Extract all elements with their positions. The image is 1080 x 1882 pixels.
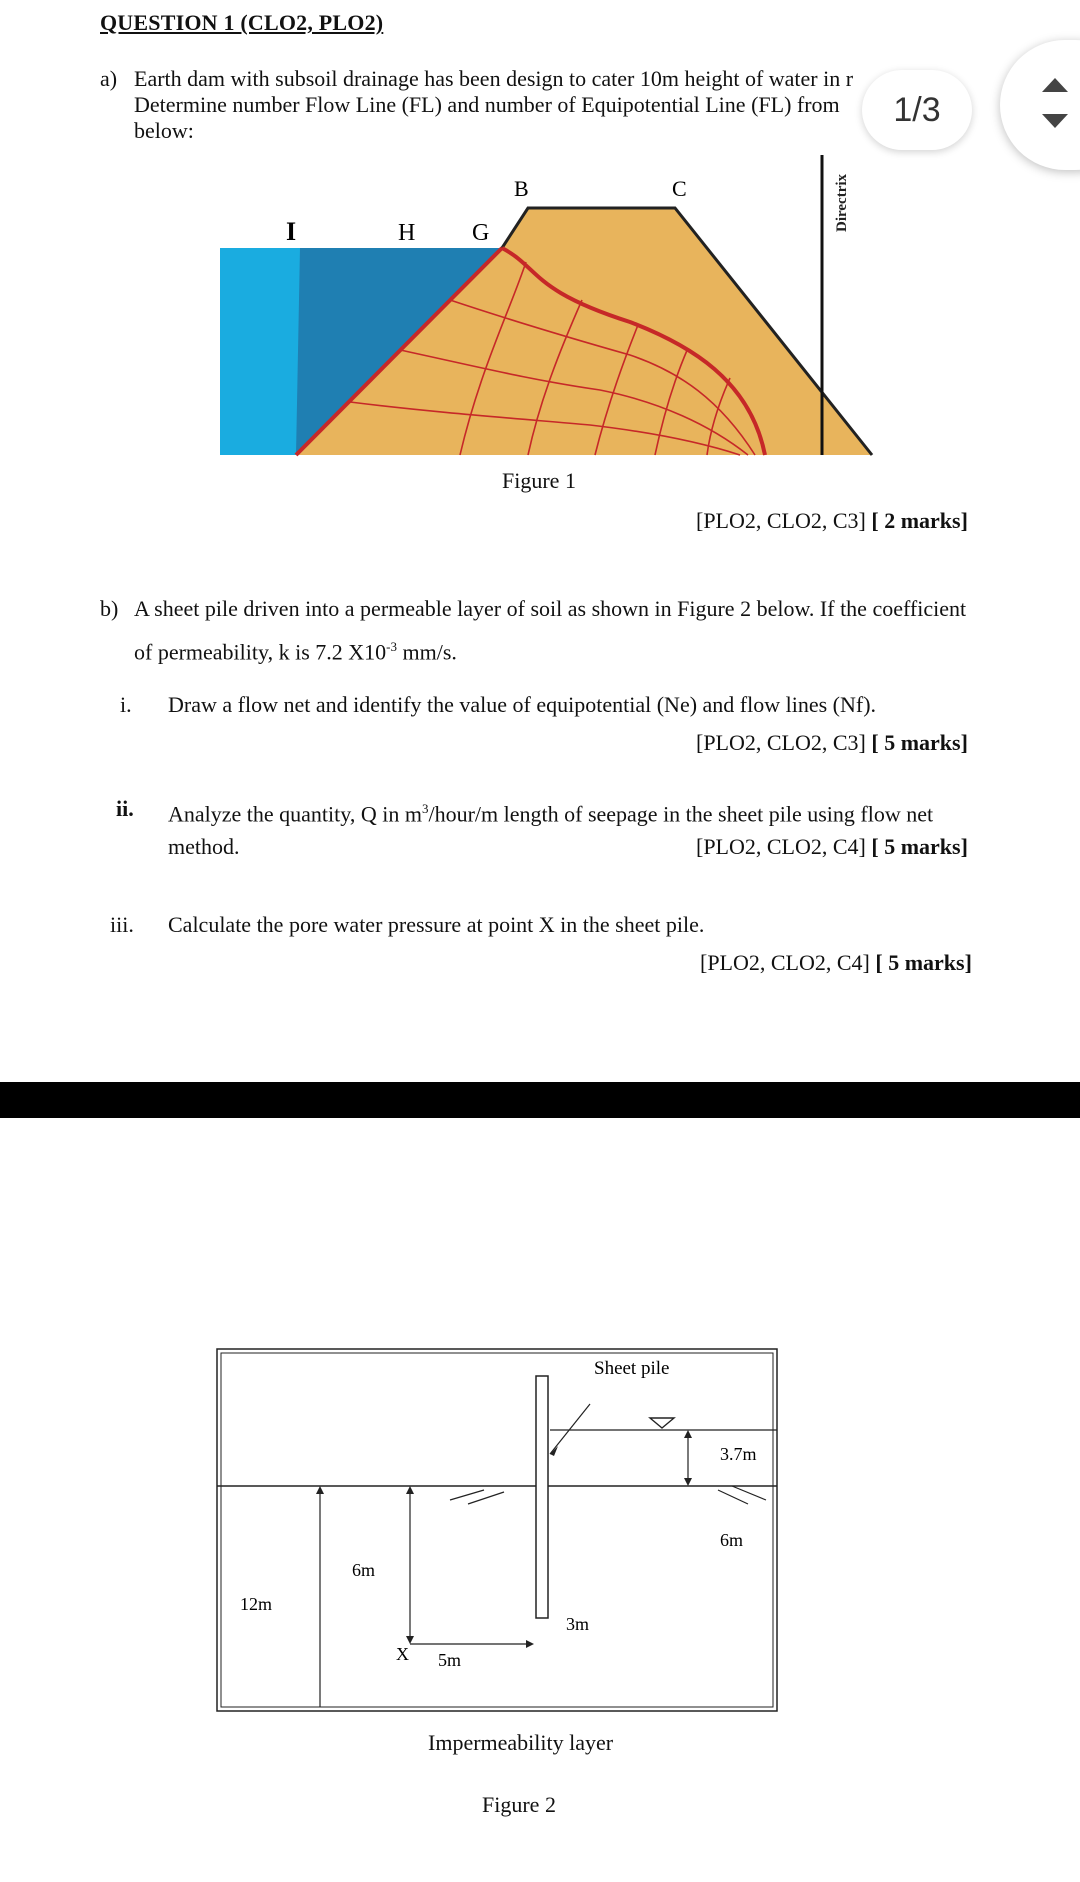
item-ii-exponent: 3 — [421, 801, 429, 816]
dim-6-right-label: 6m — [720, 1530, 744, 1550]
part-a-marks-value: [ 2 marks] — [871, 508, 968, 533]
item-iii-marks — [700, 950, 972, 976]
item-iii-text: Calculate the pore water pressure at point X in the sheet pile. — [168, 912, 705, 937]
item-i-marks-ref: [PLO2, CLO2, C3] — [696, 730, 866, 755]
item-iii-numeral: iii. — [110, 912, 134, 937]
soil-hatch-right — [732, 1486, 766, 1500]
part-a-line1: Earth dam with subsoil drainage has been design to cater 10m height of water in r — [134, 66, 854, 91]
reservoir-water-light — [220, 248, 310, 455]
sheet-pile-leader-arrow — [550, 1446, 558, 1456]
item-ii-text-post: /hour/m length of seepage in the sheet pile using flow net — [428, 801, 934, 827]
page-up-icon[interactable] — [1042, 78, 1068, 92]
dim-5-label: 5m — [438, 1650, 462, 1670]
part-a-marks-ref: [PLO2, CLO2, C3] — [696, 508, 866, 533]
point-i-label: I — [286, 217, 297, 246]
dim-3-label: 3m — [566, 1614, 590, 1634]
dim-6-left-label: 6m — [352, 1560, 376, 1580]
item-ii-marks-ref: [PLO2, CLO2, C4] — [696, 834, 866, 859]
item-ii-marks — [696, 834, 968, 860]
dim-3-7-label: 3.7m — [720, 1444, 757, 1464]
point-x-label: X — [396, 1644, 409, 1664]
figure-2-sheet-pile — [214, 1346, 784, 1716]
dim-3-7-arrow-bottom — [684, 1478, 692, 1486]
soil-hatch-right — [718, 1490, 748, 1504]
sheet-pile-leader — [550, 1404, 590, 1454]
item-ii-text — [168, 796, 933, 827]
page-down-icon[interactable] — [1042, 114, 1068, 128]
point-g-label: G — [472, 220, 490, 246]
part-b-line1: A sheet pile driven into a permeable layer of soil as shown in Figure 2 below. If the coefficient — [134, 596, 967, 621]
sheet-pile-label: Sheet pile — [594, 1358, 670, 1379]
item-iii-marks-ref: [PLO2, CLO2, C4] — [700, 950, 870, 975]
part-a-line3: below: — [134, 118, 194, 143]
part-a-line2: Determine number Flow Line (FL) and number of Equipotential Line (FL) from — [134, 92, 840, 117]
page-separator-band — [0, 1082, 1080, 1118]
impermeable-layer-label: Impermeability layer — [428, 1730, 614, 1755]
point-b-label: B — [514, 176, 529, 201]
part-b-label: b) — [100, 596, 119, 621]
item-i-marks-value: [ 5 marks] — [871, 730, 968, 755]
part-b-line2-text: of permeability, k is 7.2 X10 — [134, 639, 387, 665]
figure-1-earth-dam — [210, 150, 890, 460]
item-ii-marks-value: [ 5 marks] — [871, 834, 968, 859]
item-ii-text-pre: Analyze the quantity, Q in m — [168, 801, 422, 827]
water-level-icon — [650, 1418, 674, 1428]
sheet-pile — [536, 1376, 548, 1618]
part-a-marks — [696, 508, 968, 534]
question-title: QUESTION 1 (CLO2, PLO2) — [100, 10, 384, 35]
item-ii-text-line2: method. — [168, 834, 240, 859]
figure-2-caption: Figure 2 — [482, 1792, 556, 1817]
part-b-line2-exponent: -3 — [386, 639, 397, 654]
dim-6-left-arrow-bottom — [406, 1636, 414, 1644]
page-indicator-text: 1/3 — [893, 90, 941, 129]
part-b-line2-unit: mm/s. — [396, 639, 457, 665]
point-c-label: C — [672, 176, 687, 201]
dim-6-left-arrow-top — [406, 1486, 414, 1494]
figure-2-frame-inner — [221, 1353, 773, 1707]
item-i-numeral: i. — [120, 692, 132, 717]
dim-12-arrow-top — [316, 1486, 324, 1494]
soil-hatch-left — [468, 1492, 504, 1504]
part-b-line2 — [134, 634, 457, 665]
figure-1-caption: Figure 1 — [502, 468, 576, 493]
point-h-label: H — [398, 220, 416, 246]
soil-hatch-left — [450, 1490, 484, 1500]
figure-2-frame-outer — [217, 1349, 777, 1711]
dim-3-7-arrow-top — [684, 1430, 692, 1438]
directrix-label: Directrix — [834, 173, 850, 232]
item-i-text: Draw a flow net and identify the value of equipotential (Ne) and flow lines (Nf). — [168, 692, 877, 717]
dim-12-label: 12m — [240, 1594, 273, 1614]
item-iii-marks-value: [ 5 marks] — [875, 950, 972, 975]
dim-5-arrow — [526, 1640, 534, 1648]
page-nav-control[interactable] — [1000, 40, 1080, 170]
item-ii-numeral: ii. — [116, 796, 134, 821]
part-a-label: a) — [100, 66, 118, 91]
page-indicator — [862, 70, 972, 150]
item-i-marks — [696, 730, 968, 756]
